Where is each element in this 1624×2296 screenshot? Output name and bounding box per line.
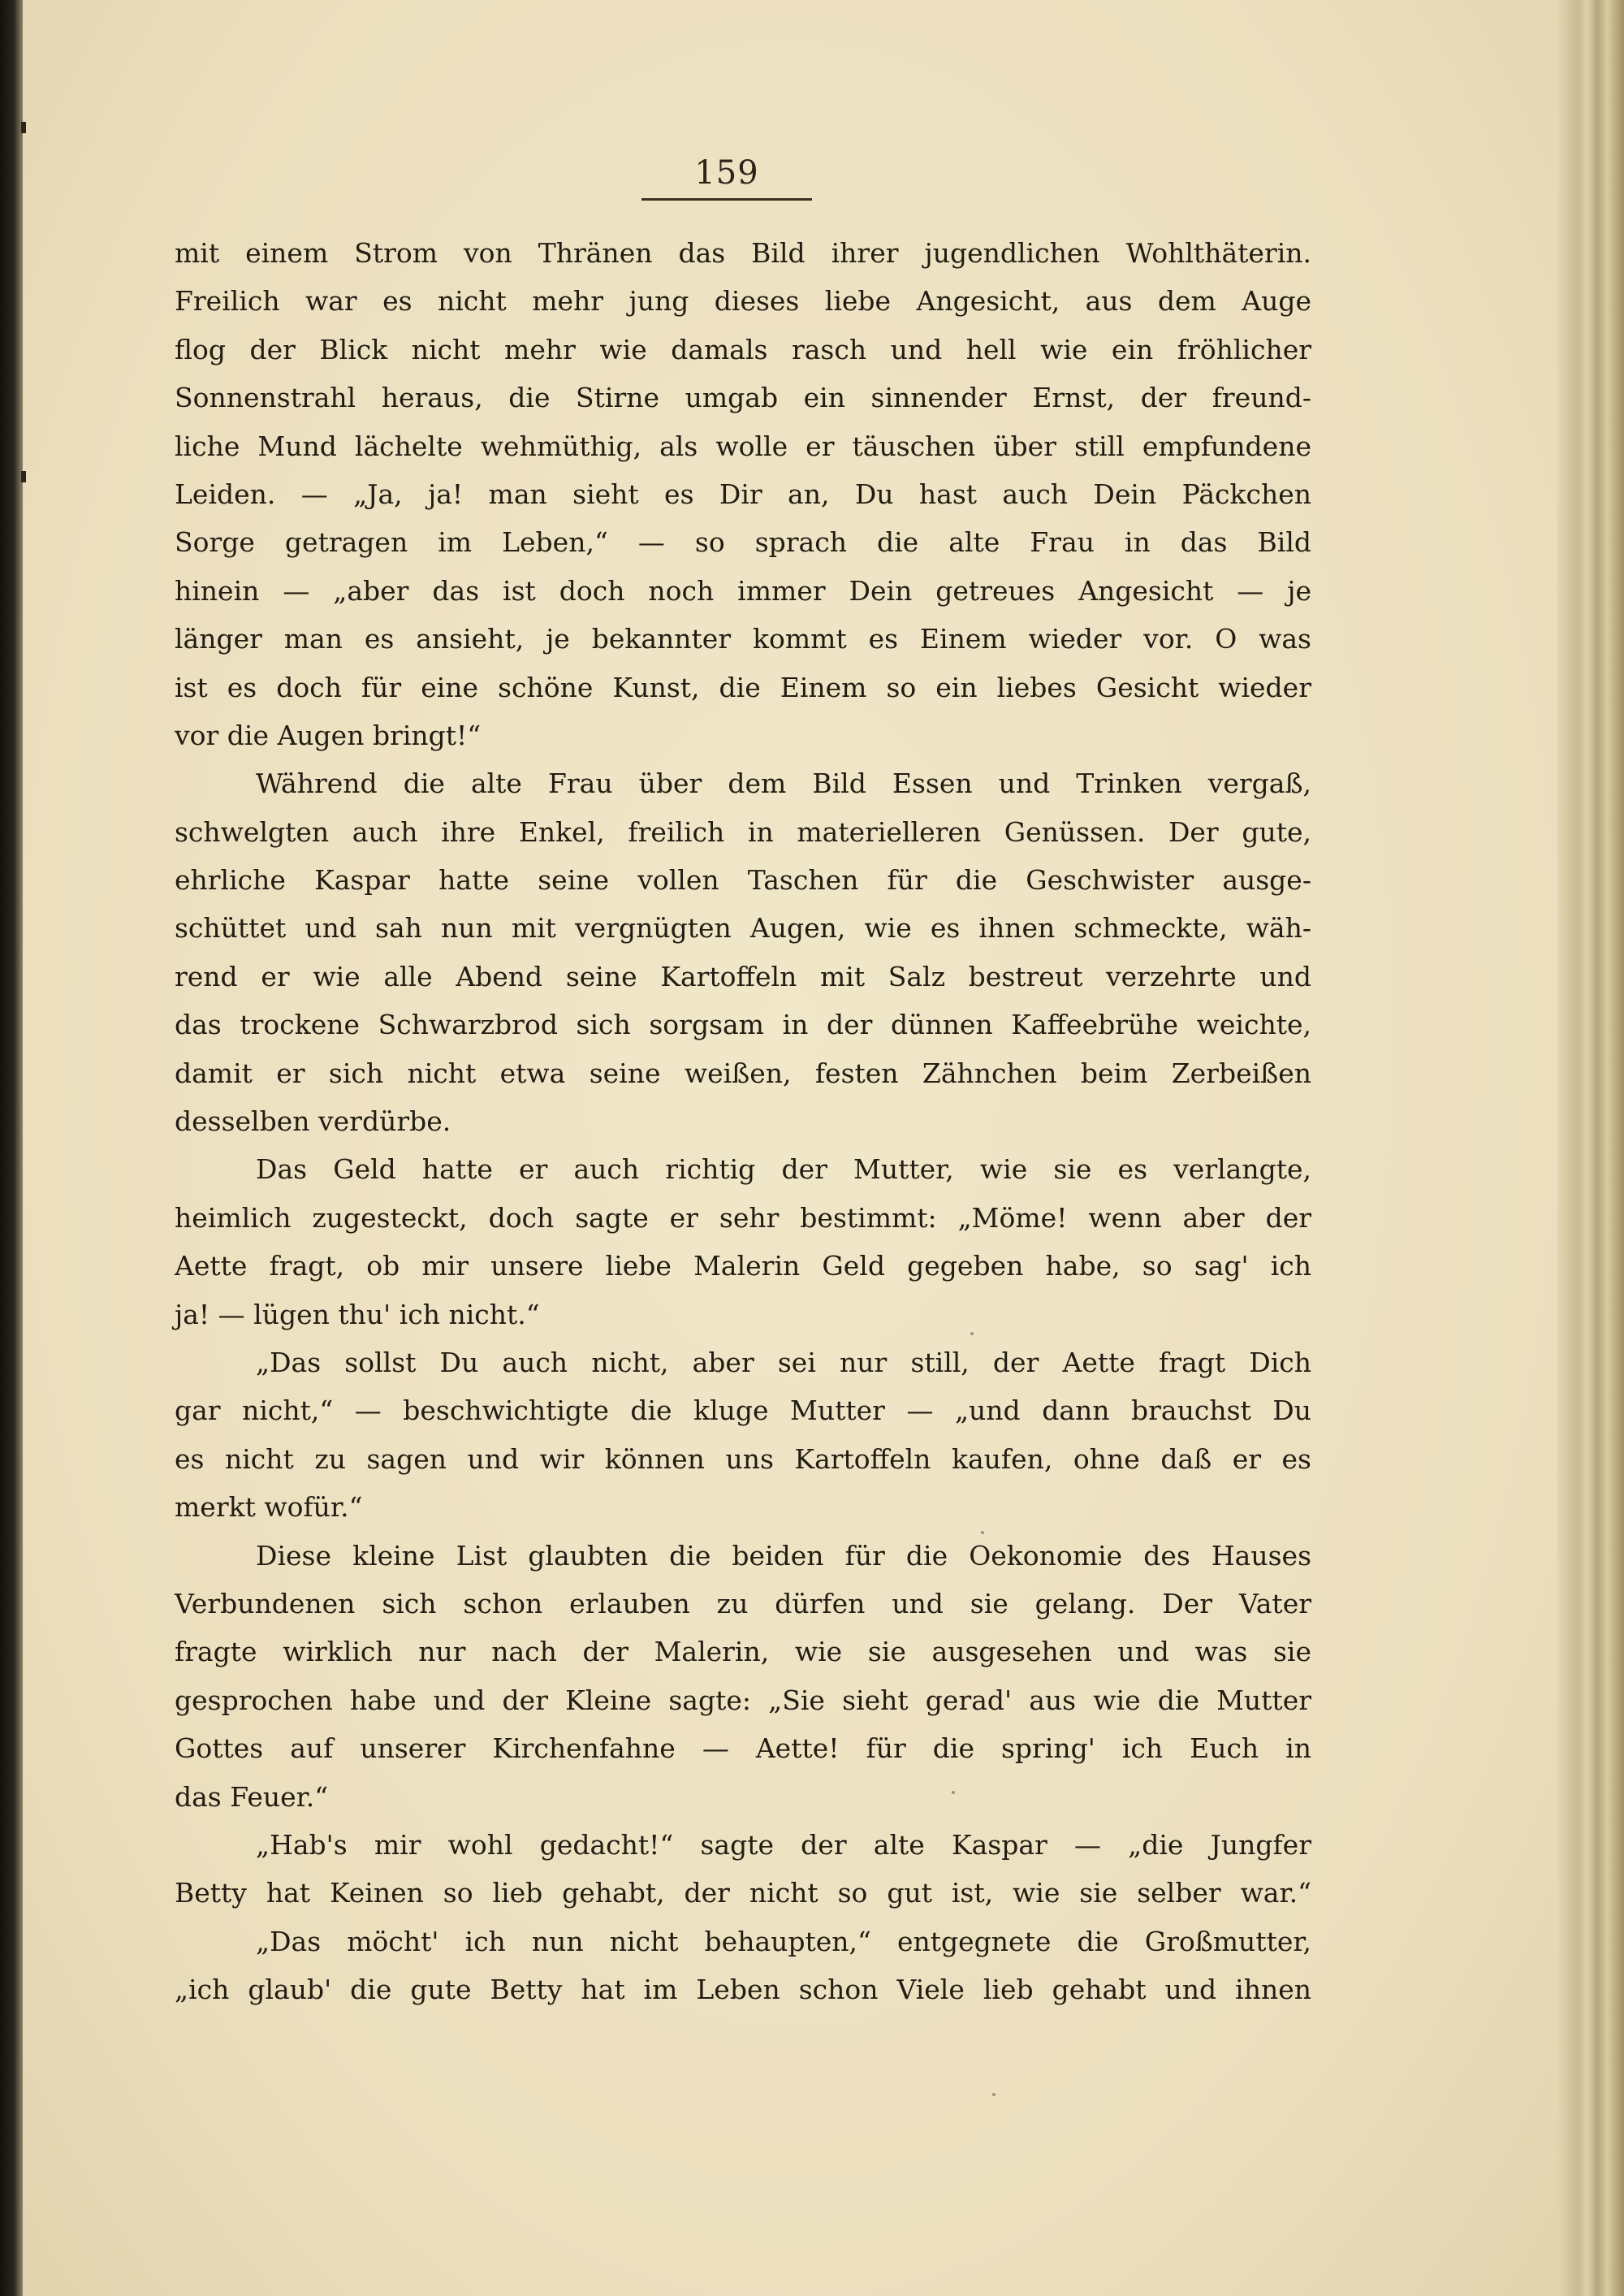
text-line: schüttet und sah nun mit vergnügten Augen, wie es ihnen schmeckte, wäh-: [175, 912, 1311, 945]
text-line: rend er wie alle Abend seine Kartoffeln mit Salz bestreut verzehrte und: [175, 960, 1311, 992]
text-line: hinein — „aber das ist doch noch immer Dein getreues Angesicht — je: [175, 574, 1311, 607]
text-line: Betty hat Keinen so lieb gehabt, der nicht so gut ist, wie sie selber war.“: [175, 1877, 1311, 1909]
text-line: ehrliche Kaspar hatte seine vollen Taschen für die Geschwister ausge-: [175, 864, 1311, 897]
text-line: „Das möcht' ich nun nicht behaupten,“ entgegnete die Großmutter,: [256, 1925, 1311, 1957]
text-line: schwelgten auch ihre Enkel, freilich in materielleren Genüssen. Der gute,: [175, 815, 1311, 848]
text-line: Gottes auf unserer Kirchenfahne — Aette! für die spring' ich Euch in: [175, 1732, 1311, 1765]
text-line: heimlich zugesteckt, doch sagte er sehr bestimmt: „Möme! wenn aber der: [175, 1201, 1311, 1234]
text-line: „ich glaub' die gute Betty hat im Leben schon Viele lieb gehabt und ihnen: [175, 1974, 1311, 2006]
text-line: gesprochen habe und der Kleine sagte: „Sie sieht gerad' aus wie die Mutter: [175, 1684, 1311, 1716]
paper-speck: [981, 1531, 984, 1534]
text-line: Während die alte Frau über dem Bild Essen und Trinken vergaß,: [256, 767, 1311, 800]
paper-speck: [992, 2093, 996, 2096]
text-line: das Feuer.“: [175, 1780, 329, 1813]
text-line: Sonnenstrahl heraus, die Stirne umgab ein sinnender Ernst, der freund-: [175, 382, 1311, 414]
text-line: gar nicht,“ — beschwichtigte die kluge Mutter — „und dann brauchst Du: [175, 1394, 1311, 1427]
text-line: Das Geld hatte er auch richtig der Mutter, wie sie es verlangte,: [256, 1153, 1311, 1186]
text-line: Freilich war es nicht mehr jung dieses liebe Angesicht, aus dem Auge: [175, 285, 1311, 318]
paper-speck: [970, 1332, 974, 1335]
text-line: damit er sich nicht etwa seine weißen, festen Zähnchen beim Zerbeißen: [175, 1057, 1311, 1089]
text-line: mit einem Strom von Thränen das Bild ihrer jugendlichen Wohlthäterin.: [175, 237, 1311, 269]
page-number: 159: [694, 154, 759, 192]
text-line: Sorge getragen im Leben,“ — so sprach die alte Frau in das Bild: [175, 526, 1311, 559]
margin-mark: [21, 471, 26, 482]
text-line: ist es doch für eine schöne Kunst, die Einem so ein liebes Gesicht wieder: [175, 671, 1311, 703]
text-line: desselben verdürbe.: [175, 1105, 451, 1138]
text-line: merkt wofür.“: [175, 1491, 363, 1524]
page-left-shadow: [0, 0, 23, 2296]
text-line: flog der Blick nicht mehr wie damals rasch und hell wie ein fröhlicher: [175, 333, 1311, 365]
text-line: „Hab's mir wohl gedacht!“ sagte der alte Kaspar — „die Jungfer: [256, 1828, 1311, 1861]
text-line: vor die Augen bringt!“: [175, 719, 482, 751]
text-line: länger man es ansieht, je bekannter kommt es Einem wieder vor. O was: [175, 623, 1311, 655]
page-stack-edge: [1557, 0, 1624, 2296]
text-line: ja! — lügen thu' ich nicht.“: [175, 1298, 540, 1330]
body-text: [175, 229, 1311, 2013]
text-line: liche Mund lächelte wehmüthig, als wolle er täuschen über still empfundene: [175, 430, 1311, 462]
text-line: „Das sollst Du auch nicht, aber sei nur still, der Aette fragt Dich: [256, 1346, 1311, 1378]
page-number-rule: [641, 198, 812, 201]
margin-mark: [21, 122, 26, 133]
text-line: fragte wirklich nur nach der Malerin, wie sie ausgesehen und was sie: [175, 1636, 1311, 1668]
paper-speck: [952, 1791, 955, 1794]
text-line: Leiden. — „Ja, ja! man sieht es Dir an, Du hast auch Dein Päckchen: [175, 478, 1311, 510]
text-line: Diese kleine List glaubten die beiden für die Oekonomie des Hauses: [256, 1539, 1311, 1572]
text-line: es nicht zu sagen und wir können uns Kartoffeln kaufen, ohne daß er es: [175, 1442, 1311, 1475]
text-line: Verbundenen sich schon erlauben zu dürfen und sie gelang. Der Vater: [175, 1587, 1311, 1619]
text-line: das trockene Schwarzbrod sich sorgsam in der dünnen Kaffeebrühe weichte,: [175, 1009, 1311, 1041]
text-line: Aette fragt, ob mir unsere liebe Malerin Geld gegeben habe, so sag' ich: [175, 1250, 1311, 1282]
